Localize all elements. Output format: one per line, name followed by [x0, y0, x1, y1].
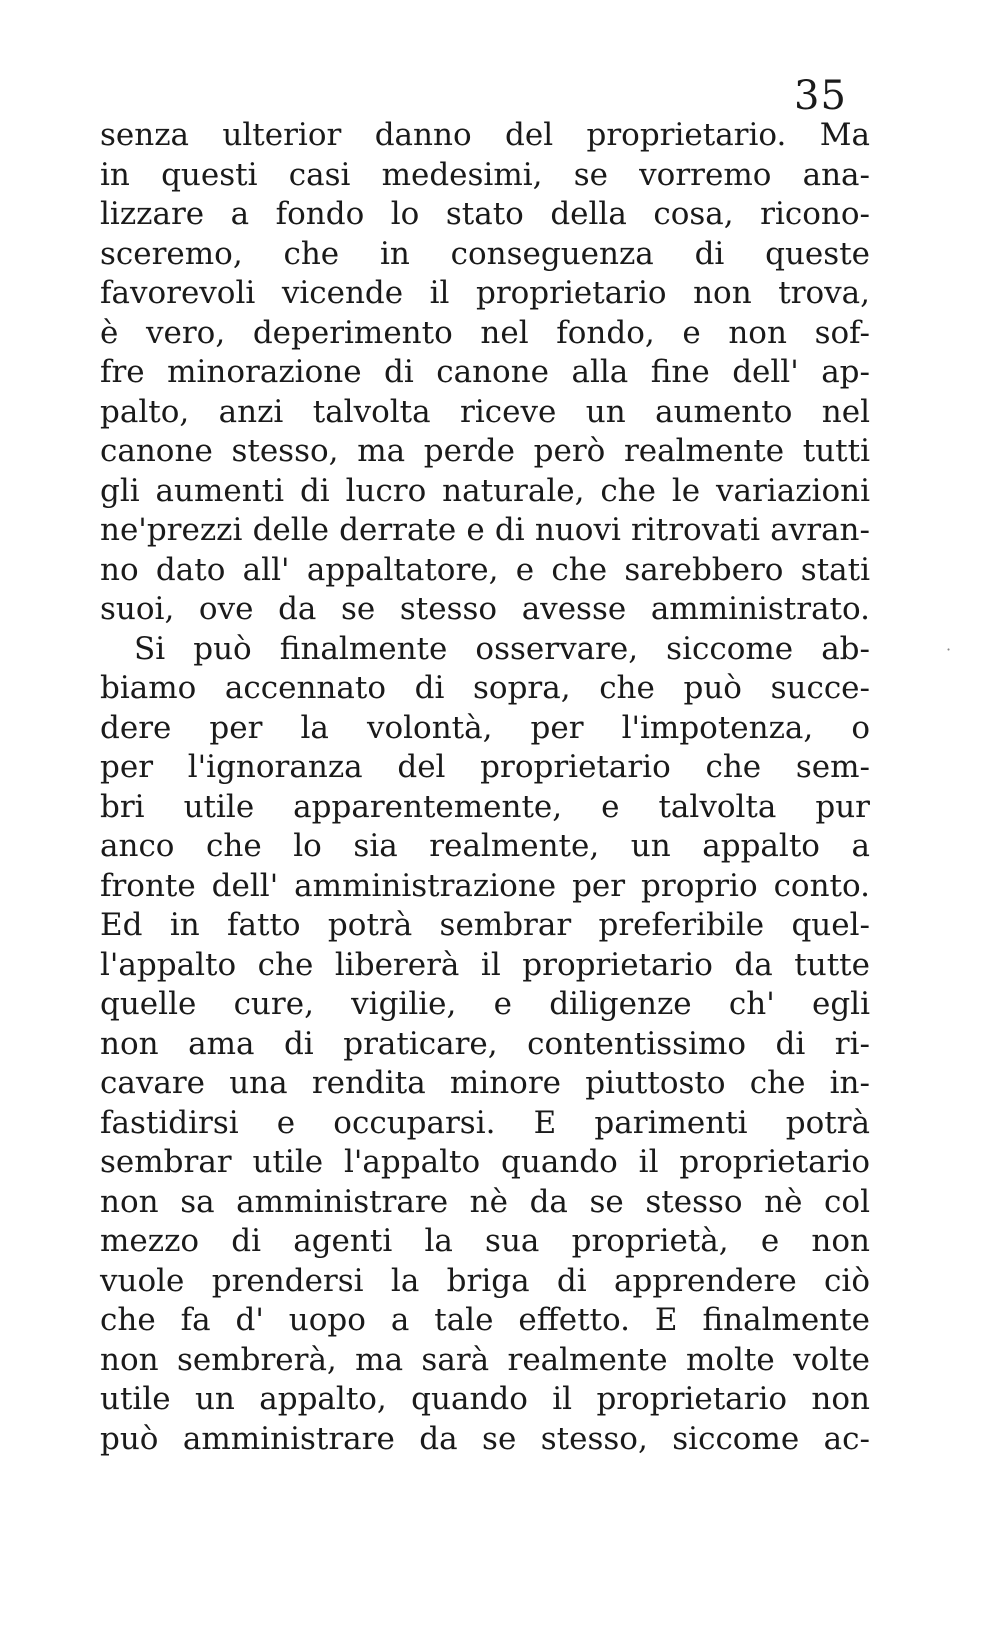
text-line: fronte dell' amministrazione per proprio conto.: [100, 867, 870, 904]
text-line: l'appalto che libererà il proprietario da tutte: [100, 946, 870, 983]
text-line: biamo accennato di sopra, che può succe-: [100, 670, 870, 706]
text-line: lizzare a fondo lo stato della cosa, ricono-: [100, 196, 870, 232]
text-line: palto, anzi talvolta riceve un aumento nel: [100, 393, 870, 430]
text-line: mezzo di agenti la sua proprietà, e non: [100, 1223, 870, 1259]
text-line: vuole prendersi la briga di apprendere ciò: [100, 1262, 870, 1299]
text-line: bri utile apparentemente, e talvolta pur: [100, 788, 870, 825]
text-line: può amministrare da se stesso, siccome ac-: [100, 1420, 870, 1457]
text-line: che fa d' uopo a tale effetto. E finalmente: [100, 1302, 870, 1338]
text-line: ne'prezzi delle derrate e di nuovi ritrovati avran-: [100, 512, 870, 548]
text-line: utile un appalto, quando il proprietario non: [100, 1381, 870, 1417]
text-line: non sembrerà, ma sarà realmente molte volte: [100, 1341, 870, 1378]
text-line: non ama di praticare, contentissimo di ri-: [100, 1025, 870, 1062]
text-line: Ed in fatto potrà sembrar preferibile quel-: [100, 907, 870, 943]
page-number: 35: [794, 73, 847, 119]
body-text: [100, 116, 870, 1459]
text-line: sceremo, che in conseguenza di queste: [100, 235, 870, 272]
text-line: sembrar utile l'appalto quando il proprietario: [100, 1144, 870, 1180]
text-line: fastidirsi e occuparsi. E parimenti potrà: [100, 1104, 870, 1141]
text-line: gli aumenti di lucro naturale, che le variazioni: [100, 472, 870, 509]
text-line: senza ulterior danno del proprietario. Ma: [100, 117, 870, 153]
text-line: non sa amministrare nè da se stesso nè col: [100, 1183, 870, 1220]
text-line: suoi, ove da se stesso avesse amministrato.: [100, 591, 870, 627]
text-line: in questi casi medesimi, se vorremo ana-: [100, 156, 870, 193]
text-line: canone stesso, ma perde però realmente tutti: [100, 433, 870, 469]
text-line: quelle cure, vigilie, e diligenze ch' egli: [100, 986, 870, 1022]
text-line: per l'ignoranza del proprietario che sem-: [100, 749, 870, 785]
text-line: dere per la volontà, per l'impotenza, o: [100, 709, 870, 746]
text-line: è vero, deperimento nel fondo, e non sof-: [100, 314, 870, 351]
text-line: fre minorazione di canone alla fine dell' ap-: [100, 354, 870, 390]
stray-mark: ·: [946, 640, 952, 659]
paragraph-start-line: Si può finalmente osservare, siccome ab-: [134, 630, 870, 667]
text-line: anco che lo sia realmente, un appalto a: [100, 828, 870, 864]
text-line: cavare una rendita minore piuttosto che in-: [100, 1065, 870, 1101]
text-line: no dato all' appaltatore, e che sarebbero stati: [100, 551, 870, 588]
text-line: favorevoli vicende il proprietario non trova,: [100, 275, 870, 311]
